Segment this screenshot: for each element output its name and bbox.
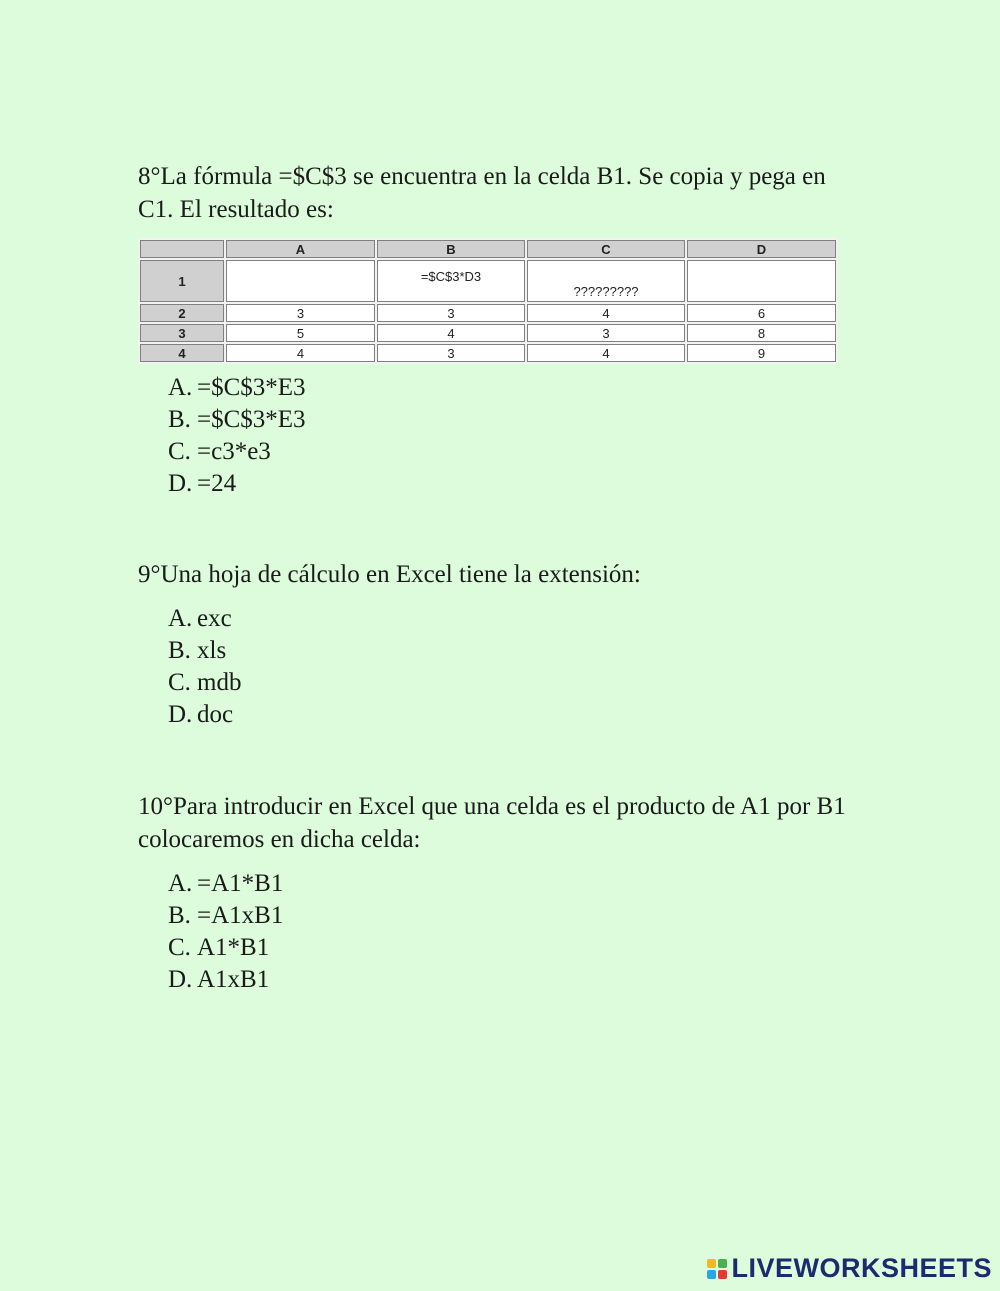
- logo-square: [718, 1270, 727, 1279]
- option-9b[interactable]: [168, 635, 241, 667]
- column-header-b: B: [377, 240, 525, 258]
- logo-square: [718, 1259, 727, 1268]
- liveworksheets-brand[interactable]: [707, 1253, 992, 1284]
- option-text: =$C$3*E3: [197, 406, 306, 433]
- spreadsheet-table: [138, 238, 838, 364]
- table-row: [140, 344, 836, 362]
- option-9c[interactable]: [168, 667, 241, 699]
- option-text: =c3*e3: [197, 438, 271, 465]
- question-8-prompt: 8°La fórmula =$C$3 se encuentra en la celda B1. Se copia y pega en C1. El resultado es:: [138, 163, 826, 223]
- option-8b[interactable]: [168, 404, 306, 436]
- option-letter: B.: [168, 902, 191, 929]
- cell-a4: 4: [226, 344, 375, 362]
- option-text: A1*B1: [197, 934, 270, 961]
- option-8a[interactable]: [168, 372, 306, 404]
- cell-a1: [226, 260, 375, 302]
- option-letter: D.: [168, 966, 193, 993]
- cell-c3: 3: [527, 324, 685, 342]
- option-text: xls: [197, 637, 227, 664]
- cell-c4: 4: [527, 344, 685, 362]
- table-row: [140, 260, 836, 302]
- option-letter: A.: [168, 605, 193, 632]
- option-9d[interactable]: [168, 699, 241, 731]
- column-header-a: A: [226, 240, 375, 258]
- option-9a[interactable]: [168, 603, 241, 635]
- option-letter: B.: [168, 406, 191, 433]
- option-letter: C.: [168, 669, 191, 696]
- option-letter: A.: [168, 870, 193, 897]
- option-text: mdb: [197, 669, 242, 696]
- cell-b1: =$C$3*D3: [377, 260, 525, 302]
- option-text: doc: [197, 701, 234, 728]
- logo-square: [707, 1270, 716, 1279]
- question-8-options: [168, 372, 306, 500]
- option-8c[interactable]: [168, 436, 306, 468]
- option-letter: B.: [168, 637, 191, 664]
- option-text: =A1*B1: [197, 870, 284, 897]
- column-header-row: [140, 240, 836, 258]
- cell-c1: ?????????: [527, 260, 685, 302]
- cell-b4: 3: [377, 344, 525, 362]
- option-letter: C.: [168, 438, 191, 465]
- corner-cell: [140, 240, 224, 258]
- option-letter: D.: [168, 470, 193, 497]
- option-letter: C.: [168, 934, 191, 961]
- liveworksheets-logo-icon: [707, 1259, 727, 1279]
- option-text: =A1xB1: [197, 902, 284, 929]
- cell-d1: [687, 260, 836, 302]
- column-header-d: D: [687, 240, 836, 258]
- cell-b3: 4: [377, 324, 525, 342]
- option-text: =$C$3*E3: [197, 374, 306, 401]
- cell-c2: 4: [527, 304, 685, 322]
- question-9-options: [168, 603, 241, 731]
- cell-d3: 8: [687, 324, 836, 342]
- option-10d[interactable]: [168, 964, 283, 996]
- cell-a2: 3: [226, 304, 375, 322]
- table-row: [140, 304, 836, 322]
- cell-a3: 5: [226, 324, 375, 342]
- option-letter: A.: [168, 374, 193, 401]
- brand-name: LIVEWORKSHEETS: [731, 1253, 992, 1283]
- option-10a[interactable]: [168, 868, 283, 900]
- row-header-4: 4: [140, 344, 224, 362]
- row-header-1: 1: [140, 260, 224, 302]
- row-header-2: 2: [140, 304, 224, 322]
- option-8d[interactable]: [168, 468, 306, 500]
- option-letter: D.: [168, 701, 193, 728]
- question-9-prompt: 9°Una hoja de cálculo en Excel tiene la extensión:: [138, 561, 641, 588]
- logo-square: [707, 1259, 716, 1268]
- question-10-prompt: 10°Para introducir en Excel que una celda es el producto de A1 por B1 colocaremos en dicha celda:: [138, 793, 846, 853]
- row-header-3: 3: [140, 324, 224, 342]
- cell-b2: 3: [377, 304, 525, 322]
- column-header-c: C: [527, 240, 685, 258]
- option-10b[interactable]: [168, 900, 283, 932]
- cell-d2: 6: [687, 304, 836, 322]
- table-row: [140, 324, 836, 342]
- option-text: =24: [197, 470, 237, 497]
- option-text: A1xB1: [197, 966, 270, 993]
- option-10c[interactable]: [168, 932, 283, 964]
- question-10-options: [168, 868, 283, 996]
- option-text: exc: [197, 605, 232, 632]
- cell-d4: 9: [687, 344, 836, 362]
